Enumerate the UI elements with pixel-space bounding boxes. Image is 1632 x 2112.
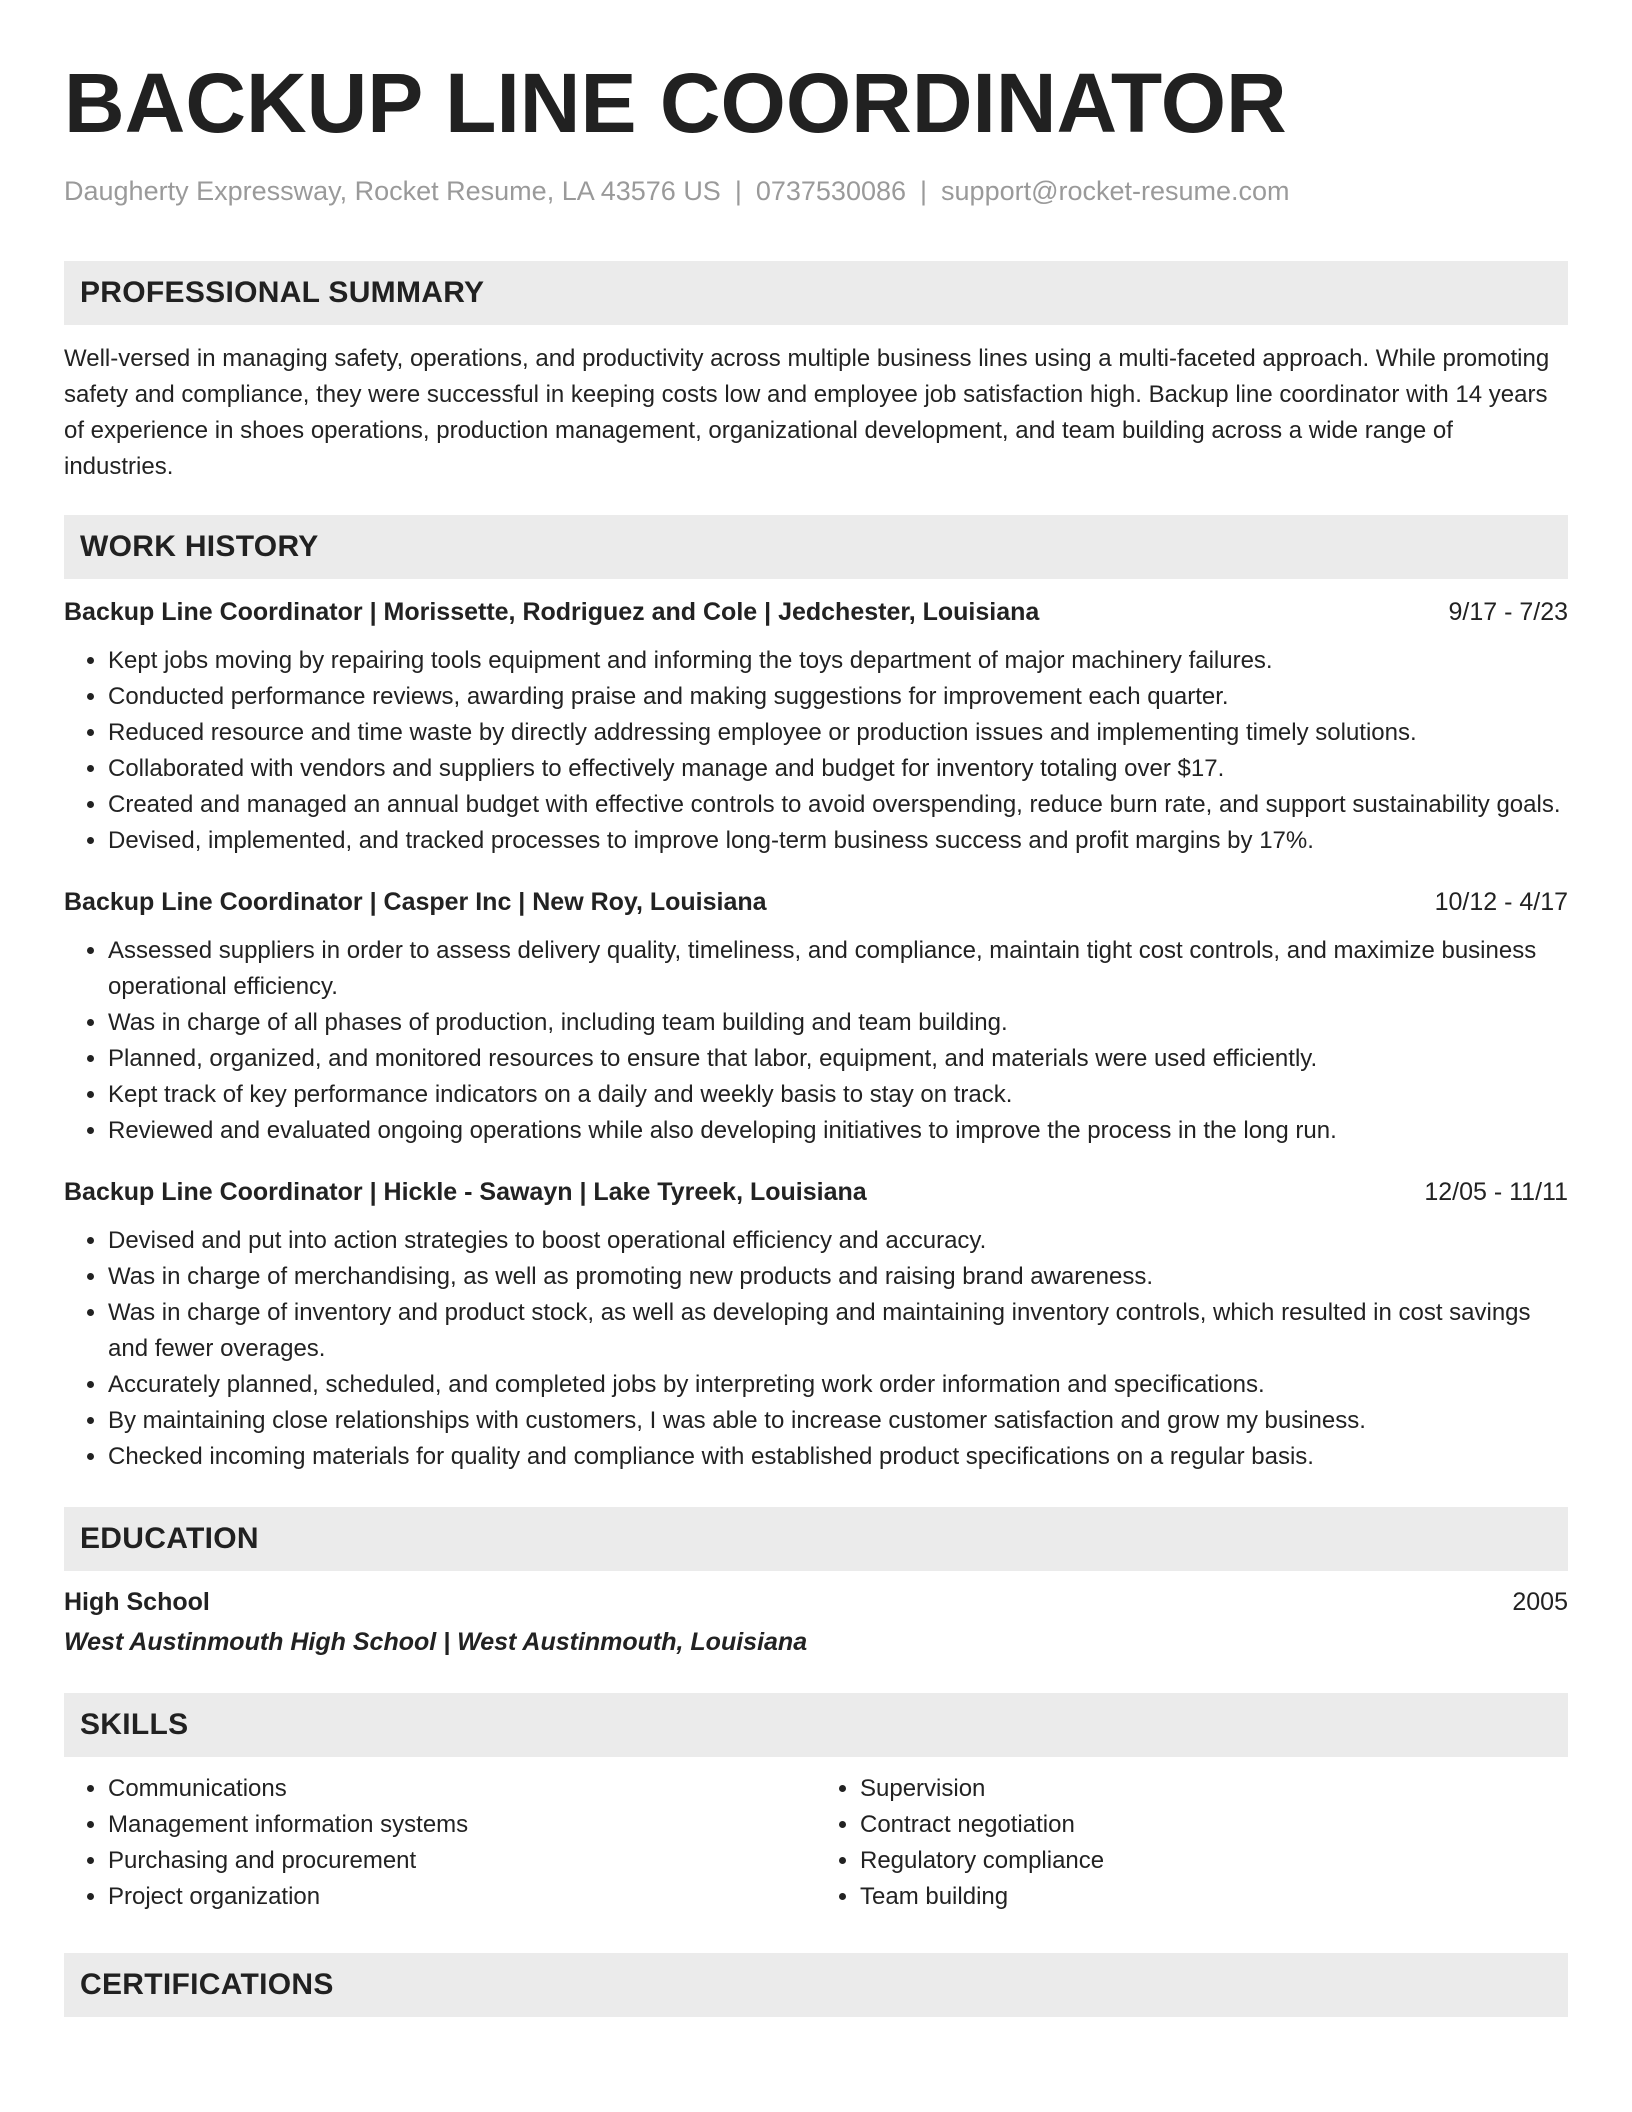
job-title: Backup Line Coordinator | Hickle - Sawayn | Lake Tyreek, Louisiana	[64, 1177, 867, 1206]
skills-column-left	[64, 1771, 816, 1915]
skill-item: • Communications	[108, 1771, 816, 1807]
skill-item: • Project organization	[108, 1879, 816, 1915]
job-title: Backup Line Coordinator | Casper Inc | New Roy, Louisiana	[64, 887, 767, 916]
contact-phone: 0737530086	[755, 175, 907, 206]
job-entry	[64, 885, 1568, 1149]
education-header	[64, 1585, 1568, 1619]
job-dates: 12/05 - 11/11	[1424, 1177, 1568, 1206]
job-bullet: • Assessed suppliers in order to assess delivery quality, timeliness, and compliance, maintain tight cost controls, and maximize business operational efficiency.	[108, 933, 1568, 1005]
job-bullet: • Created and managed an annual budget with effective controls to avoid overspending, reduce burn rate, and support sustainability goals.	[108, 787, 1568, 823]
section-heading-certifications: CERTIFICATIONS	[64, 1953, 1568, 2017]
job-bullet: • Was in charge of inventory and product stock, as well as developing and maintaining inventory controls, which resulted in cost savings and fewer overages.	[108, 1295, 1568, 1367]
contact-separator: |	[734, 175, 742, 206]
job-title: Backup Line Coordinator | Morissette, Rodriguez and Cole | Jedchester, Louisiana	[64, 597, 1040, 626]
contact-line	[64, 174, 1568, 209]
job-entry	[64, 595, 1568, 859]
job-bullet: • Reviewed and evaluated ongoing operations while also developing initiatives to improve the process in the long run.	[108, 1113, 1568, 1149]
skill-item: • Supervision	[860, 1771, 1568, 1807]
job-bullet: • Accurately planned, scheduled, and completed jobs by interpreting work order information and specifications.	[108, 1367, 1568, 1403]
job-bullet: • Collaborated with vendors and suppliers to effectively manage and budget for inventory totaling over $17.	[108, 751, 1568, 787]
job-dates: 9/17 - 7/23	[1448, 597, 1568, 626]
job-bullet: • Planned, organized, and monitored resources to ensure that labor, equipment, and materials were used efficiently.	[108, 1041, 1568, 1077]
job-bullet: • Was in charge of all phases of production, including team building and team building.	[108, 1005, 1568, 1041]
job-bullet: • Devised, implemented, and tracked processes to improve long-term business success and profit margins by 17%.	[108, 823, 1568, 859]
skills-column-right	[816, 1771, 1568, 1915]
job-bullets	[64, 933, 1568, 1149]
education-degree: High School	[64, 1587, 210, 1616]
job-bullet: • Conducted performance reviews, awarding praise and making suggestions for improvement each quarter.	[108, 679, 1568, 715]
section-heading-summary: PROFESSIONAL SUMMARY	[64, 261, 1568, 325]
job-bullet: • Checked incoming materials for quality and compliance with established product specifications on a regular basis.	[108, 1439, 1568, 1475]
section-heading-work-history: WORK HISTORY	[64, 515, 1568, 579]
job-header	[64, 885, 1568, 919]
job-bullet: • By maintaining close relationships with customers, I was able to increase customer satisfaction and grow my business.	[108, 1403, 1568, 1439]
skill-item: • Team building	[860, 1879, 1568, 1915]
job-header	[64, 595, 1568, 629]
job-bullet: • Kept track of key performance indicators on a daily and weekly basis to stay on track.	[108, 1077, 1568, 1113]
skill-item: • Management information systems	[108, 1807, 816, 1843]
job-bullet: • Reduced resource and time waste by directly addressing employee or production issues and implementing timely solutions.	[108, 715, 1568, 751]
education-year: 2005	[1512, 1587, 1568, 1616]
job-bullets	[64, 643, 1568, 859]
job-bullet: • Devised and put into action strategies to boost operational efficiency and accuracy.	[108, 1223, 1568, 1259]
candidate-name: BACKUP LINE COORDINATOR	[64, 56, 1287, 150]
skills-grid	[64, 1771, 1568, 1915]
job-header	[64, 1175, 1568, 1209]
job-dates: 10/12 - 4/17	[1434, 887, 1568, 916]
contact-separator: |	[920, 175, 928, 206]
summary-text: Well-versed in managing safety, operations, and productivity across multiple business lines using a multi-faceted approach. While promoting safety and compliance, they were successful in keeping costs low and employee job satisfaction high. Backup line coordinator with 14 years of experience in shoes operations, production management, organizational development, and team building across a wide range of industries.	[64, 344, 1550, 480]
skill-item: • Contract negotiation	[860, 1807, 1568, 1843]
section-heading-education: EDUCATION	[64, 1507, 1568, 1571]
contact-address: Daugherty Expressway, Rocket Resume, LA 43576 US	[64, 175, 721, 206]
job-bullet: • Kept jobs moving by repairing tools equipment and informing the toys department of major machinery failures.	[108, 643, 1568, 679]
education-school: West Austinmouth High School | West Austinmouth, Louisiana	[64, 1627, 808, 1656]
contact-email: support@rocket-resume.com	[941, 175, 1290, 206]
skill-item: • Purchasing and procurement	[108, 1843, 816, 1879]
skill-item: • Regulatory compliance	[860, 1843, 1568, 1879]
job-bullets	[64, 1223, 1568, 1475]
job-entry	[64, 1175, 1568, 1475]
section-heading-skills: SKILLS	[64, 1693, 1568, 1757]
job-bullet: • Was in charge of merchandising, as well as promoting new products and raising brand awareness.	[108, 1259, 1568, 1295]
